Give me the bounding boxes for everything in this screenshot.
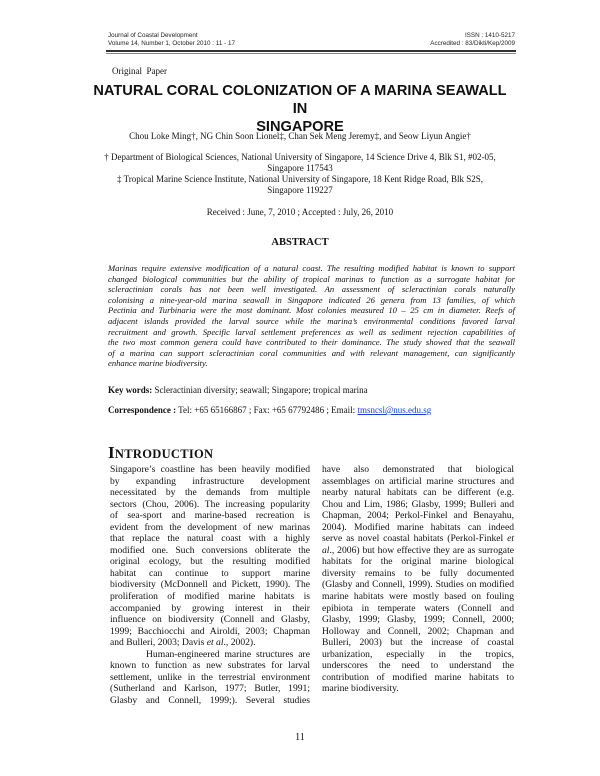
text-line: Chapman, 2004; Perkol-Finkel and Benayahu, xyxy=(322,510,514,522)
text-line: adjacent islands provided the larval source while the marina’s environmental conditions favored larval xyxy=(108,315,515,326)
section-heading-introduction xyxy=(108,443,213,463)
affiliation-line: Singapore 117543 xyxy=(267,163,333,173)
text-segment: serve as novel coastal habitats (Perkol-Finkel xyxy=(322,533,508,545)
text-line: epibiota in temperate waters (Connell and xyxy=(322,602,514,614)
text-line: underscores the need to understand the xyxy=(322,660,514,672)
abstract-body xyxy=(108,263,515,369)
title-line: NATURAL CORAL COLONIZATION OF A MARINA SEAWALL IN xyxy=(93,83,507,117)
title-line: SINGAPORE xyxy=(256,119,344,135)
authors: Chou Loke Ming†, NG Chin Soon Lionel‡, Chan Sek Meng Jeremy‡, and Seow Liyun Angie† xyxy=(129,131,471,141)
keywords-value: Scleractinian diversity; seawall; Singapore; tropical marina xyxy=(152,385,368,395)
text-line: Singapore’s coastline has been heavily modified xyxy=(110,464,310,475)
text-line: Marinas require extensive modification of a natural coast. The resulting modified habitat is known to support xyxy=(108,263,515,273)
text-line: original ecology, but the resulting modified xyxy=(110,556,310,568)
received-accepted-dates: Received : June, 7, 2010 ; Accepted : July, 26, 2010 xyxy=(206,207,394,217)
keywords-label: Key words: xyxy=(108,385,153,395)
text-line: by expanding infrastructure development xyxy=(110,475,310,487)
header-rule xyxy=(106,50,516,52)
text-line: habitats for the original marine biological xyxy=(322,556,514,568)
text-line: settlement, unlike in the terrestrial environment xyxy=(110,671,310,683)
text-line: have also demonstrated that biological xyxy=(322,464,514,475)
text-segment: ., 2006) but how effective they are as surrogate xyxy=(329,544,514,556)
affiliations xyxy=(80,152,520,196)
text-line xyxy=(110,637,310,649)
text-line: marine biodiversity. xyxy=(322,683,399,695)
text-line: (Sutherland and Karlson, 1977; Butler, 1991; xyxy=(110,683,310,695)
text-line: proliferation of modified marine habitats is xyxy=(110,591,310,603)
text-line: Glasby and Connell, 1999;). Several studies xyxy=(110,694,310,706)
left-column xyxy=(110,464,310,706)
affiliation-line: † Department of Biological Sciences, National University of Singapore, 14 Science Drive 4, Blk S1, #02-05, xyxy=(104,152,496,162)
text-line: accompanied by growing interest in their xyxy=(110,602,310,614)
abstract-heading: ABSTRACT xyxy=(271,237,329,248)
text-line: biodiversity (McDonnell and Pickett, 1990). The xyxy=(110,579,310,591)
text-line: 2004). Modified marine habitats can indeed xyxy=(322,521,514,533)
text-line: colonising a nine-year-old marina seawall in Singapore indicated 26 genera from 13 families, of which xyxy=(108,294,515,305)
text-line: sectors (Chou, 2006). The increasing popularity xyxy=(110,498,310,510)
text-line: necessitated by the demands from multiple xyxy=(110,487,310,499)
text-line: Pectinia and Turbinaria were the most dominant. Most colonies measured 10 – 25 cm in diameter. Reefs of xyxy=(108,305,515,316)
journal-header-left xyxy=(108,32,235,48)
text-line: (Glasby and Connell, 1999). Studies on modified xyxy=(322,579,514,591)
correspondence xyxy=(108,405,431,416)
text-line: modified one. Such conversions obliterate the xyxy=(110,544,310,556)
affiliation-line: ‡ Tropical Marine Science Institute, National University of Singapore, 18 Kent Ridge Road, Blk S2S, xyxy=(117,174,483,184)
text-line: the two most common genera could have contributed to their dominance. The study showed that the seawall xyxy=(108,337,515,348)
text-line: evident from the development of new marinas xyxy=(110,521,310,533)
journal-name: Journal of Coastal Development xyxy=(108,32,198,39)
text-line: Glasby, 1999; Glasby, 1999; Connell, 2000; xyxy=(322,614,514,626)
text-line: assemblages on artificial marine structures and xyxy=(322,475,514,487)
text-line: diversity remains to be fully documented xyxy=(322,567,514,579)
heading-initial: I xyxy=(108,443,115,462)
text-line: nearby natural habitats can be different (e.g. xyxy=(322,487,514,499)
heading-rest: NTRODUCTION xyxy=(114,447,214,461)
text-line: Chou and Lim, 1986; Glasby, 1999; Bulleri and xyxy=(322,498,514,510)
text-line: known to function as new substrates for larval xyxy=(110,660,310,672)
text-line: changed biological communities but the ability of tropical marinas to function as a surrogate habitat for xyxy=(108,273,515,284)
text-line: 1999; Bacchiocchi and Airoldi, 2003; Chapman xyxy=(110,625,310,637)
text-line: influence on biodiversity (Connell and Glasby, xyxy=(110,614,310,626)
italic-text: al xyxy=(322,544,330,556)
accreditation: Accredited : 83/Dikti/Kep/2009 xyxy=(430,40,515,47)
page-number: 11 xyxy=(295,732,305,743)
text-line: scleractinian corals has not been well investigated. An assessment of scleractinian corals naturally xyxy=(108,284,515,295)
correspondence-value: Tel: +65 65166867 ; Fax: +65 67792486 ; Email: xyxy=(176,405,358,415)
correspondence-label: Correspondence : xyxy=(108,405,177,415)
text-line xyxy=(322,533,514,545)
text-line: Bulleri, 2003) but the increase of coastal xyxy=(322,637,514,649)
journal-header-right xyxy=(430,32,515,48)
article-type: Original Paper xyxy=(112,66,167,76)
text-line: urbanization, especially in the tropics, xyxy=(322,648,514,660)
text-line: contribution of modified marine habitats to xyxy=(322,671,514,683)
text-line: marine habitats were mostly based on fouling xyxy=(322,591,514,603)
text-line: Human-engineered marine structures are xyxy=(146,648,310,660)
text-line: Holloway and Connell, 2002; Chapman and xyxy=(322,625,514,637)
text-line: that replace the natural coast with a highly xyxy=(110,533,310,545)
text-segment: and Bulleri, 2003; Davis xyxy=(110,637,207,649)
text-line: of sea-sport and marine-based recreation is xyxy=(110,510,310,522)
text-line: of a marina can support scleractinian coral communities and with relevant management, can significantly xyxy=(108,347,515,358)
text-segment: ., 2002). xyxy=(223,637,256,649)
text-line: recruitment and growth. Specific larval settlement preferences as well as sediment rejection capabilities of xyxy=(108,326,515,337)
paper-title xyxy=(90,82,510,136)
header-rule-thin xyxy=(106,53,516,54)
email-link[interactable]: tmsncsl@nus.edu.sg xyxy=(357,405,432,415)
italic-text: et al xyxy=(206,637,224,649)
text-line: enhance marine biodiversity. xyxy=(108,358,208,369)
keywords xyxy=(108,385,368,396)
affiliation-line: Singapore 119227 xyxy=(267,185,333,195)
right-column xyxy=(322,464,514,695)
italic-text: et xyxy=(507,533,514,545)
issn: ISSN : 1410-5217 xyxy=(464,32,515,39)
journal-volume: Volume 14, Number 1, October 2010 : 11 - 17 xyxy=(108,40,235,47)
text-line xyxy=(322,545,514,557)
text-line: habitat can continue to support marine xyxy=(110,567,310,579)
